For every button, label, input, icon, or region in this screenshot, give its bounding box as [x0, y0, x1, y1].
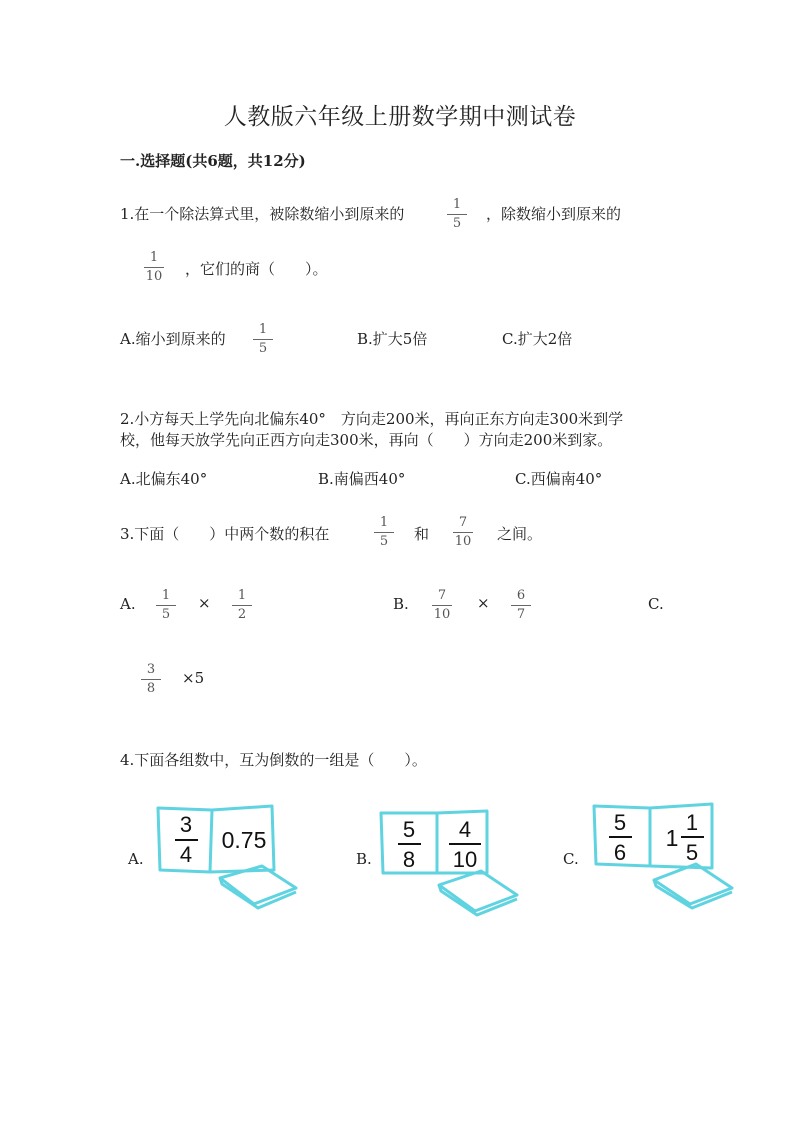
q2-line-1: 2.小方每天上学先向北偏东40° 方向走200米，再向正东方向走300米到学: [120, 410, 624, 428]
q3-option-c-fraction: [138, 662, 164, 697]
q2-option-c[interactable]: C.西偏南40°: [515, 470, 603, 488]
book-c-right-denominator: 5: [685, 840, 699, 865]
q2-line-2: 校，他每天放学先向正西方向走300米，再向（ ）方向走200米到家。: [120, 431, 613, 449]
numerator: 6: [516, 588, 526, 603]
numerator: 1: [237, 588, 247, 603]
q1-option-c[interactable]: C.扩大2倍: [502, 330, 573, 348]
q3-text-b: 之间。: [497, 525, 543, 543]
q1-option-a-text[interactable]: A.缩小到原来的: [120, 330, 226, 348]
q3-option-b-times: ×: [477, 594, 490, 612]
denominator: 10: [433, 607, 451, 622]
q3-text-a: 3.下面（ ）中两个数的积在: [120, 525, 330, 543]
book-c-whole: 1: [665, 825, 679, 851]
denominator: 5: [161, 607, 171, 622]
numerator: 7: [437, 588, 447, 603]
numerator: 3: [146, 662, 156, 677]
q4-option-a-book[interactable]: [150, 800, 300, 912]
book-a-decimal: 0.75: [221, 827, 267, 853]
q4-option-c-label[interactable]: C.: [563, 850, 579, 868]
q3-option-a-fraction-2: [229, 588, 255, 623]
q1-text-b: ，除数缩小到原来的: [486, 205, 622, 223]
q4-option-b-book[interactable]: [375, 805, 525, 917]
page-title: 人教版六年级上册数学期中测试卷: [223, 104, 577, 130]
q2-option-a[interactable]: A.北偏东40°: [120, 470, 208, 488]
denominator: 10: [145, 269, 163, 284]
denominator: 2: [237, 607, 247, 622]
q3-option-b-label[interactable]: B.: [393, 595, 409, 613]
numerator: 1: [452, 197, 462, 212]
q3-option-c-tail: ×5: [182, 669, 205, 687]
q3-fraction-2: [450, 515, 476, 550]
numerator: 1: [258, 322, 268, 337]
q2-option-b[interactable]: B.南偏西40°: [318, 470, 406, 488]
q3-option-c-label[interactable]: C.: [648, 595, 664, 613]
q4-option-b-label[interactable]: B.: [356, 850, 372, 868]
book-c-left-numerator: 5: [613, 810, 627, 835]
book-b-right-numerator: 4: [458, 817, 472, 842]
numerator: 1: [379, 515, 389, 530]
book-c-left-denominator: 6: [613, 840, 627, 865]
q3-option-b-fraction-2: [508, 588, 534, 623]
q3-fraction-1: [371, 515, 397, 550]
book-a-denominator: 4: [179, 842, 193, 867]
q3-option-a-times: ×: [198, 594, 211, 612]
denominator: 8: [146, 681, 156, 696]
book-a-numerator: 3: [179, 812, 193, 837]
book-b-right-denominator: 10: [452, 847, 478, 872]
book-c-right-numerator: 1: [685, 810, 699, 835]
numerator: 1: [149, 250, 159, 265]
denominator: 5: [258, 341, 268, 356]
numerator: 7: [458, 515, 468, 530]
denominator: 10: [454, 534, 472, 549]
denominator: 7: [516, 607, 526, 622]
q4-text: 4.下面各组数中，互为倒数的一组是（ ）。: [120, 751, 427, 769]
section-heading: 一.选择题(共6题，共12分): [120, 152, 306, 170]
numerator: 1: [161, 588, 171, 603]
book-b-left-denominator: 8: [402, 847, 416, 872]
q3-option-a-label[interactable]: A.: [120, 595, 136, 613]
q1-fraction-2: [141, 250, 167, 285]
denominator: 5: [452, 216, 462, 231]
q1-option-b[interactable]: B.扩大5倍: [357, 330, 428, 348]
q3-text-and: 和: [414, 525, 430, 543]
q4-option-a-label[interactable]: A.: [128, 850, 144, 868]
q3-option-b-fraction-1: [429, 588, 455, 623]
q4-option-c-book[interactable]: [588, 800, 738, 912]
q1-text-a: 1.在一个除法算式里，被除数缩小到原来的: [120, 205, 405, 223]
q1-option-a-fraction: [250, 322, 276, 357]
book-b-left-numerator: 5: [402, 817, 416, 842]
q3-option-a-fraction-1: [153, 588, 179, 623]
denominator: 5: [379, 534, 389, 549]
q1-text-c: ，它们的商（ ）。: [185, 260, 328, 278]
q1-fraction-1: [444, 197, 470, 232]
